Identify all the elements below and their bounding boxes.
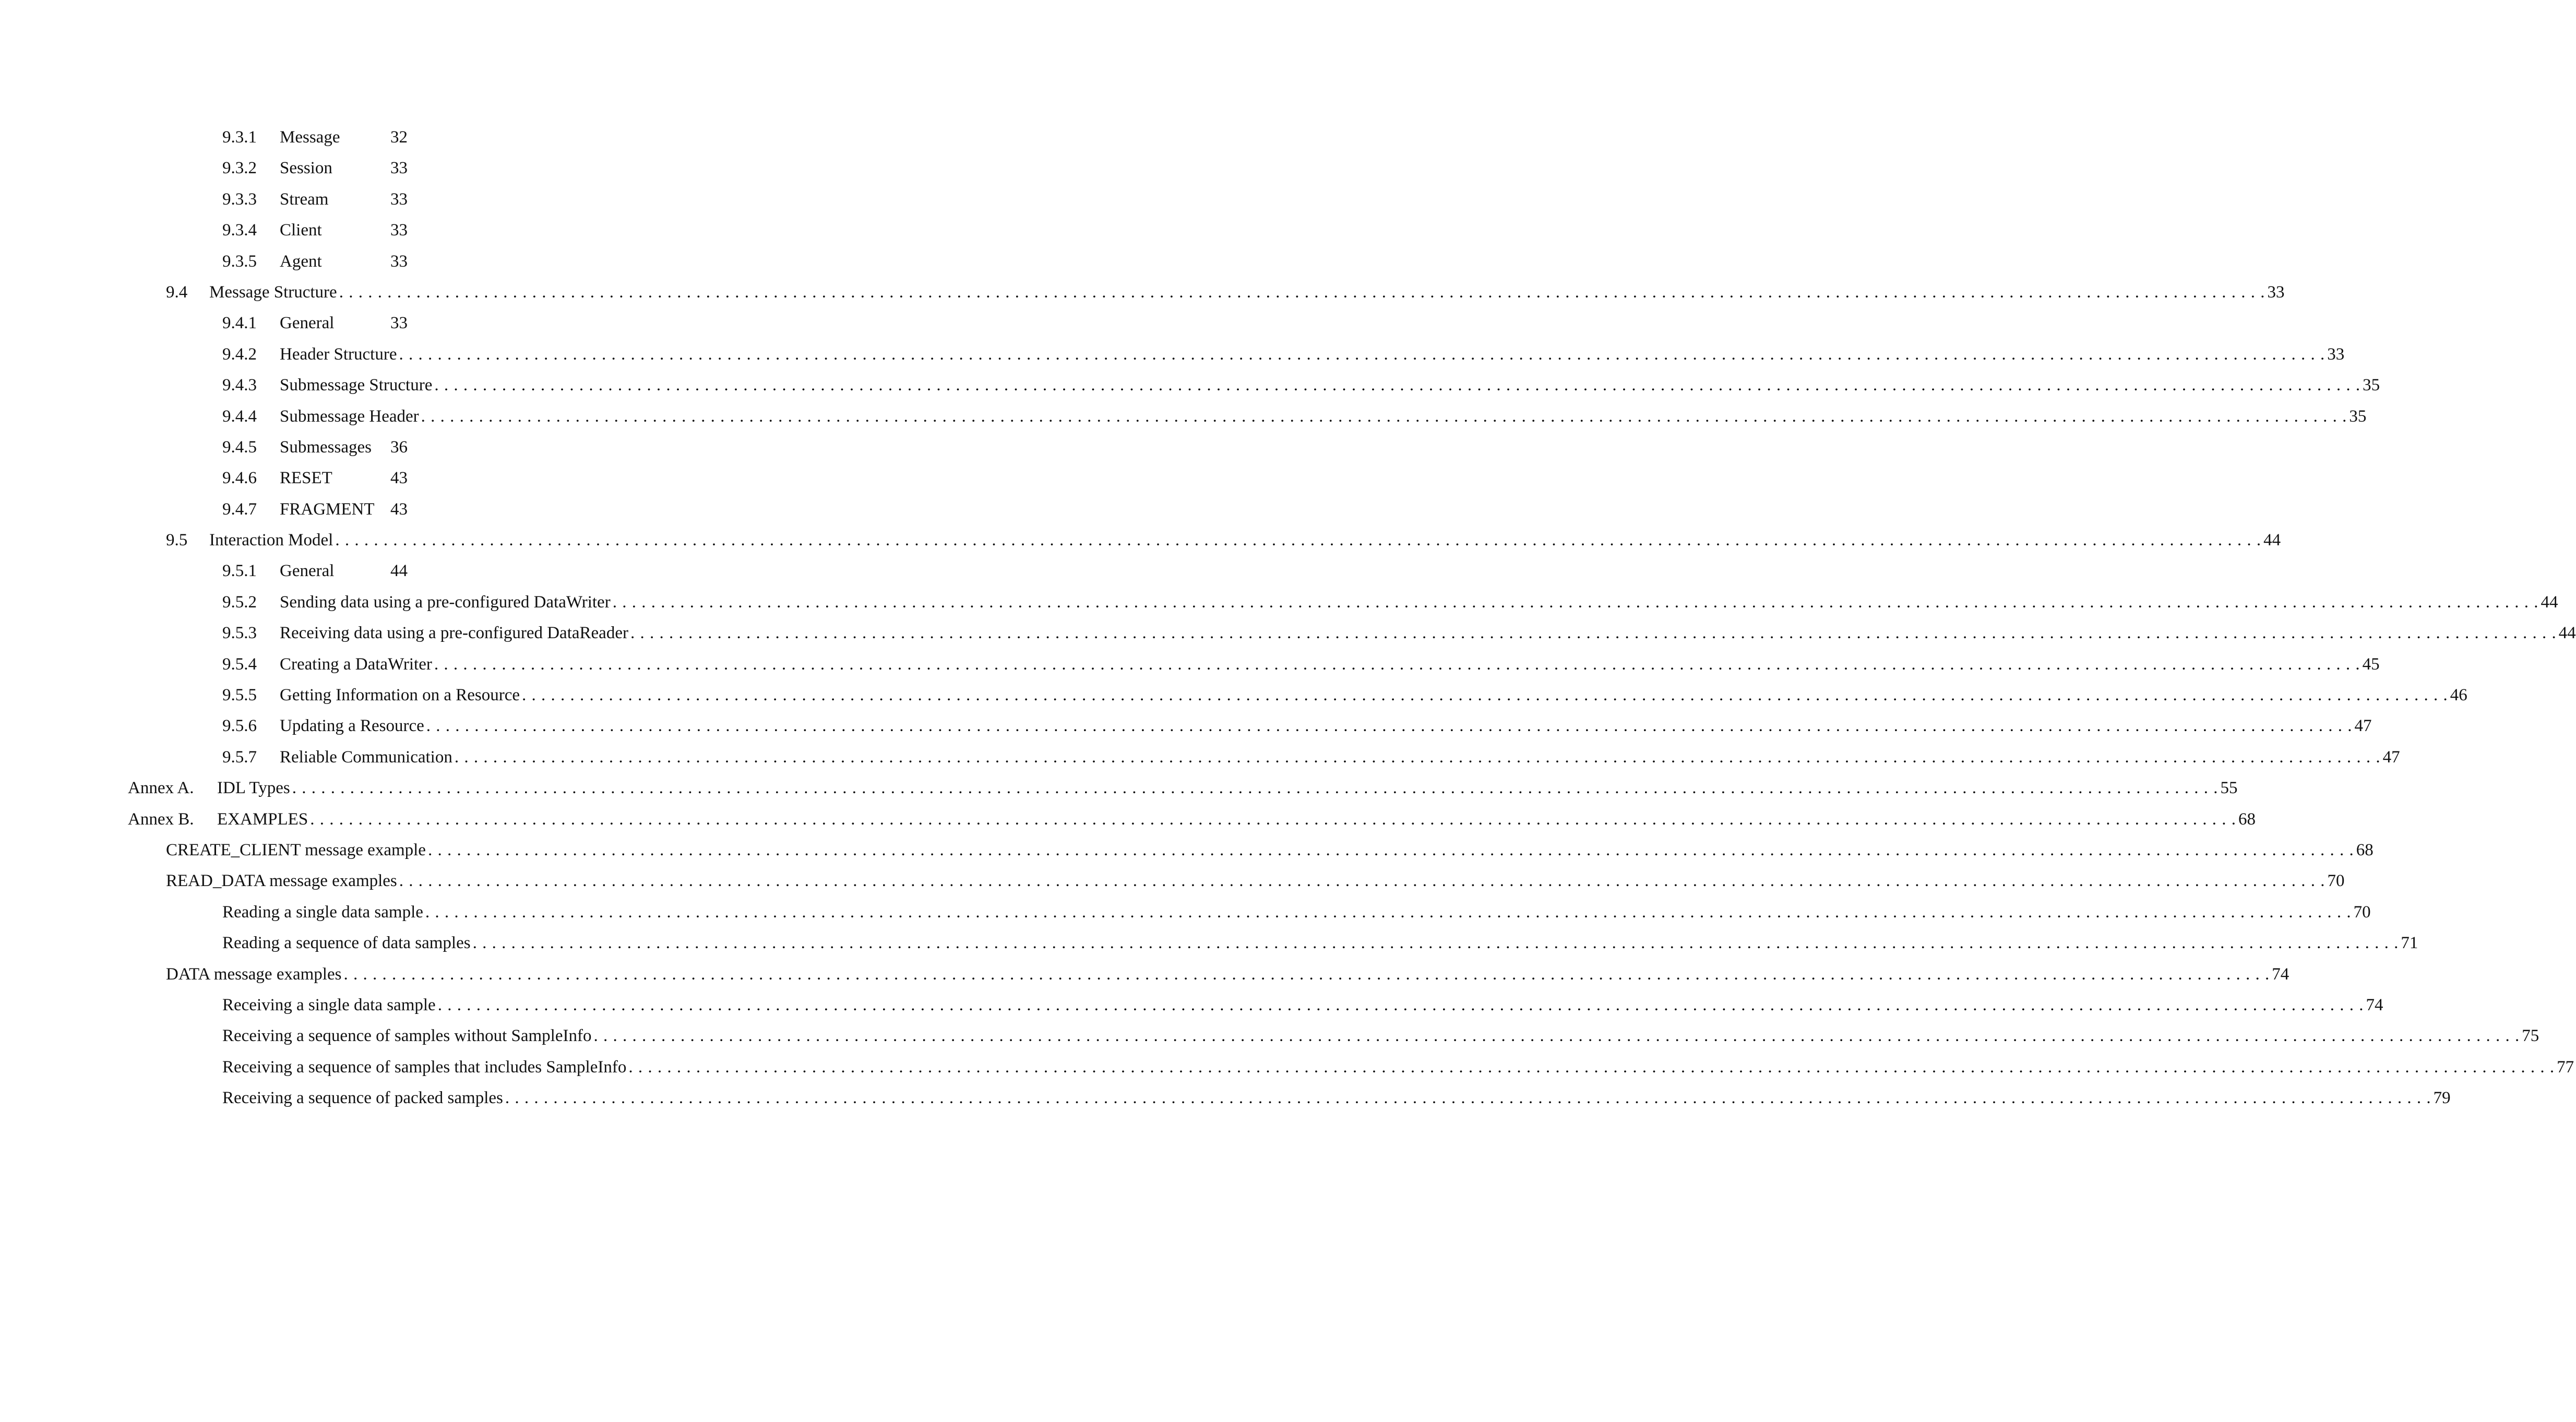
toc-entry-title[interactable]: Receiving a sequence of packed samples bbox=[222, 1089, 503, 1108]
toc-entry[interactable] bbox=[0, 742, 2400, 773]
toc-entry[interactable] bbox=[0, 649, 2380, 680]
toc-entry-leader-line bbox=[280, 742, 2400, 773]
toc-entry-title[interactable]: General bbox=[280, 561, 335, 581]
toc-entry-title[interactable]: Updating a Resource bbox=[280, 716, 424, 736]
toc-entry-number: 9.4 bbox=[166, 282, 188, 302]
toc-entry[interactable] bbox=[0, 897, 2371, 928]
toc-entry[interactable] bbox=[0, 1021, 2539, 1051]
toc-entry-leader-line bbox=[222, 897, 2371, 928]
dot-leader: . . . . . . . . . . . . . . . . . . . . . . . . . . . . . . . . . . . . . . . . . . . . . . . . . . . . . . . . . . . . . . . . . . . . . . . . . . . . . . . . . . . . . . . . . . . . . . . . . . . . . . . . . . . . . . . . . . . . . . . . . . . . . . . . . . . . . . . . . . . . . . . . . . . . . . . . . . . . . . . . . . . . . . . . . . . . . . . . . . . . . . . . . . . . . . . . . . . . . . . . bbox=[437, 995, 2364, 1014]
toc-entry-title[interactable]: Interaction Model bbox=[209, 531, 333, 550]
toc-entry-page-number: 35 bbox=[2363, 376, 2380, 395]
toc-entry[interactable] bbox=[0, 308, 1069, 339]
toc-entry-page-number: 45 bbox=[2362, 654, 2380, 674]
dot-leader: . . . . . . . . . . . . . . . . . . . . . . . . . . . . . . . . . . . . . . . . . . . . . . . . . . . . . . . . . . . . . . . . . . . . . . . . . . . . . . . . . . . . . . . . . . . . . . . . . . . . . . . . . . . . . . . . . . . . . . . . . . . . . . . . . . . . . . . . . . . . . . . . . . . . . . . . . . . . . . . . . . . . . . . . . . . . . . . . . . . . . . . . . . . . . . . . . . . . . . . . bbox=[522, 686, 2448, 705]
toc-entry-leader-line bbox=[217, 804, 2256, 835]
toc-entry-title[interactable]: Submessage Header bbox=[280, 407, 419, 426]
dot-leader: . . . . . . . . . . . . . . . . . . . . . . . . . . . . . . . . . . . . . . . . . . . . . . . . . . . . . . . . . . . . . . . . . . . . . . . . . . . . . . . . . . . . . . . . . . . . . . . . . . . . . . . . . . . . . . . . . . . . . . . . . . . . . . . . . . . . . . . . . . . . . . . . . . . . . . . . . . . . . . . . . . . . . . . . . . . . . . . . . . . . . . . . . . . . . . . . . . . . . . . . bbox=[399, 871, 2325, 891]
toc-entry-leader-line bbox=[222, 1083, 2451, 1114]
toc-entry-page-number: 74 bbox=[2366, 995, 2383, 1014]
toc-entry-page-number: 44 bbox=[390, 561, 408, 581]
toc-entry-title[interactable]: Agent bbox=[280, 252, 322, 271]
toc-entry-page-number: 33 bbox=[2327, 344, 2345, 364]
toc-entry-title[interactable]: DATA message examples bbox=[166, 964, 342, 984]
toc-entry-title[interactable]: General bbox=[280, 314, 335, 333]
toc-entry-page-number: 68 bbox=[2356, 840, 2374, 859]
toc-entry-page-number: 47 bbox=[2382, 747, 2400, 767]
toc-entry-title[interactable]: Reading a single data sample bbox=[222, 902, 423, 922]
dot-leader: . . . . . . . . . . . . . . . . . . . . . . . . . . . . . . . . . . . . . . . . . . . . . . . . . . . . . . . . . . . . . . . . . . . . . . . . . . . . . . . . . . . . . . . . . . . . . . . . . . . . . . . . . . . . . . . . . . . . . . . . . . . . . . . . . . . . . . . . . . . . . . . . . . . . . . . . . . . . . . . . . . . . . . . . . . . . . . . . . . . . . . . . . . . . . . . . . . . . . . . . bbox=[434, 654, 2360, 674]
toc-entry-leader-line bbox=[280, 680, 2467, 711]
dot-leader: . . . . . . . . . . . . . . . . . . . . . . . . . . . . . . . . . . . . . . . . . . . . . . . . . . . . . . . . . . . . . . . . . . . . . . . . . . . . . . . . . . . . . . . . . . . . . . . . . . . . . . . . . . . . . . . . . . . . . . . . . . . . . . . . . . . . . . . . . . . . . . . . . . . . . . . . . . . . . . . . . . . . . . . . . . . . . . . . . . . . . . . . . . . . . . . . . . . . . . . . bbox=[335, 531, 2262, 550]
toc-entry[interactable] bbox=[0, 401, 2367, 432]
toc-entry-number: 9.3.1 bbox=[222, 128, 257, 147]
toc-entry-title[interactable]: Reliable Communication bbox=[280, 747, 452, 767]
toc-entry-page-number: 43 bbox=[390, 499, 408, 519]
toc-entry[interactable] bbox=[0, 587, 2558, 618]
toc-entry-title[interactable]: Receiving data using a pre-configured DataReader bbox=[280, 624, 628, 643]
toc-entry[interactable] bbox=[0, 556, 1069, 587]
toc-entry-leader-line bbox=[280, 401, 2367, 432]
dot-leader: . . . . . . . . . . . . . . . . . . . . . . . . . . . . . . . . . . . . . . . . . . . . . . . . . . . . . . . . . . . . . . . . . . . . . . . . . . . . . . . . . . . . . . . . . . . . . . . . . . . . . . . . . . . . . . . . . . . . . . . . . . . . . . . . . . . . . . . . . . . . . . . . . . . . . . . . . . . . . . . . . . . . . . . . . . . . . . . . . . . . . . . . . . . . . . . . . . . . . . . . bbox=[339, 282, 2265, 302]
toc-entry[interactable] bbox=[0, 1083, 2451, 1114]
toc-entry-number: 9.5.4 bbox=[222, 654, 257, 674]
toc-entry[interactable] bbox=[0, 215, 1069, 246]
toc-entry-page-number: 33 bbox=[390, 314, 408, 333]
toc-entry-title[interactable]: CREATE_CLIENT message example bbox=[166, 840, 426, 859]
toc-entry-page-number: 70 bbox=[2353, 902, 2371, 922]
toc-entry-number: 9.3.5 bbox=[222, 252, 257, 271]
toc-entry-leader-line bbox=[280, 649, 2380, 680]
toc-entry[interactable] bbox=[0, 959, 2289, 990]
toc-entry-number: 9.5.1 bbox=[222, 561, 257, 581]
toc-entry[interactable] bbox=[0, 1052, 2574, 1083]
toc-entry-title[interactable]: Receiving a sequence of samples that includes SampleInfo bbox=[222, 1057, 627, 1077]
toc-entry-number: 9.4.5 bbox=[222, 437, 257, 457]
toc-entry-leader-line bbox=[222, 1021, 2539, 1051]
toc-entry[interactable] bbox=[0, 866, 2345, 897]
toc-entry-page-number: 44 bbox=[2263, 531, 2281, 550]
toc-entry-leader-line bbox=[209, 525, 2281, 556]
toc-entry[interactable] bbox=[0, 525, 2281, 556]
toc-entry-number: 9.3.2 bbox=[222, 159, 257, 178]
toc-entry-number: 9.5.2 bbox=[222, 592, 257, 612]
dot-leader: . . . . . . . . . . . . . . . . . . . . . . . . . . . . . . . . . . . . . . . . . . . . . . . . . . . . . . . . . . . . . . . . . . . . . . . . . . . . . . . . . . . . . . . . . . . . . . . . . . . . . . . . . . . . . . . . . . . . . . . . . . . . . . . . . . . . . . . . . . . . . . . . . . . . . . . . . . . . . . . . . . . . . . . . . . . . . . . . . . . . . . . . . . . . . . . . . . . . . . . . bbox=[421, 407, 2347, 426]
toc-entry-page-number: 33 bbox=[390, 252, 408, 271]
toc-entry-page-number: 35 bbox=[2349, 407, 2367, 426]
toc-entry-title[interactable]: Submessages bbox=[280, 437, 372, 457]
toc-entry-leader-line bbox=[166, 835, 2374, 866]
toc-entry-page-number: 75 bbox=[2522, 1026, 2539, 1046]
toc-entry-title[interactable]: Submessage Structure bbox=[280, 376, 433, 395]
toc-entry-leader-line bbox=[166, 866, 2345, 897]
dot-leader: . . . . . . . . . . . . . . . . . . . . . . . . . . . . . . . . . . . . . . . . . . . . . . . . . . . . . . . . . . . . . . . . . . . . . . . . . . . . . . . . . . . . . . . . . . . . . . . . . . . . . . . . . . . . . . . . . . . . . . . . . . . . . . . . . . . . . . . . . . . . . . . . . . . . . . . . . . . . . . . . . . . . . . . . . . . . . . . . . . . . . . . . . . . . . . . . . . . . . . . . bbox=[505, 1089, 2431, 1108]
toc-entry-number: 9.5.6 bbox=[222, 716, 257, 736]
dot-leader: . . . . . . . . . . . . . . . . . . . . . . . . . . . . . . . . . . . . . . . . . . . . . . . . . . . . . . . . . . . . . . . . . . . . . . . . . . . . . . . . . . . . . . . . . . . . . . . . . . . . . . . . . . . . . . . . . . . . . . . . . . . . . . . . . . . . . . . . . . . . . . . . . . . . . . . . . . . . . . . . . . . . . . . . . . . . . . . . . . . . . . . . . . . . . . . . . . . . . . . . bbox=[612, 592, 2539, 612]
toc-entry-number: 9.4.1 bbox=[222, 314, 257, 333]
dot-leader: . . . . . . . . . . . . . . . . . . . . . . . . . . . . . . . . . . . . . . . . . . . . . . . . . . . . . . . . . . . . . . . . . . . . . . . . . . . . . . . . . . . . . . . . . . . . . . . . . . . . . . . . . . . . . . . . . . . . . . . . . . . . . . . . . . . . . . . . . . . . . . . . . . . . . . . . . . . . . . . . . . . . . . . . . . . . . . . . . . . . . . . . . . . . . . . . . . . . . . . . bbox=[454, 747, 2381, 767]
toc-entry-title[interactable]: Message bbox=[280, 128, 340, 147]
toc-entry-page-number: 68 bbox=[2238, 809, 2256, 829]
toc-entry-page-number: 55 bbox=[2220, 779, 2238, 798]
toc-entry-leader-line bbox=[217, 773, 2238, 804]
dot-leader: . . . . . . . . . . . . . . . . . . . . . . . . . . . . . . . . . . . . . . . . . . . . . . . . . . . . . . . . . . . . . . . . . . . . . . . . . . . . . . . . . . . . . . . . . . . . . . . . . . . . . . . . . . . . . . . . . . . . . . . . . . . . . . . . . . . . . . . . . . . . . . . . . . . . . . . . . . . . . . . . . . . . . . . . . . . . . . . . . . . . . . . . . . . . . . . . . . . . . . . . bbox=[399, 344, 2325, 364]
dot-leader: . . . . . . . . . . . . . . . . . . . . . . . . . . . . . . . . . . . . . . . . . . . . . . . . . . . . . . . . . . . . . . . . . . . . . . . . . . . . . . . . . . . . . . . . . . . . . . . . . . . . . . . . . . . . . . . . . . . . . . . . . . . . . . . . . . . . . . . . . . . . . . . . . . . . . . . . . . . . . . . . . . . . . . . . . . . . . . . . . . . . . . . . . . . . . . . . . . . . . . . . bbox=[472, 934, 2399, 953]
toc-entry-title[interactable]: Message Structure bbox=[209, 282, 337, 302]
toc-entry[interactable] bbox=[0, 463, 1069, 494]
toc-entry-title[interactable]: READ_DATA message examples bbox=[166, 871, 397, 891]
toc-entry-number: 9.4.3 bbox=[222, 376, 257, 395]
toc-entry-number: 9.3.4 bbox=[222, 221, 257, 240]
toc-entry-title[interactable]: Stream bbox=[280, 189, 329, 209]
toc-entry-title[interactable]: Receiving a sequence of samples without SampleInfo bbox=[222, 1026, 592, 1046]
dot-leader: . . . . . . . . . . . . . . . . . . . . . . . . . . . . . . . . . . . . . . . . . . . . . . . . . . . . . . . . . . . . . . . . . . . . . . . . . . . . . . . . . . . . . . . . . . . . . . . . . . . . . . . . . . . . . . . . . . . . . . . . . . . . . . . . . . . . . . . . . . . . . . . . . . . . . . . . . . . . . . . . . . . . . . . . . . . . . . . . . . . . . . . . . . . . . . . . . . . . . . . . bbox=[628, 1057, 2555, 1077]
table-of-contents bbox=[0, 122, 2576, 1114]
toc-entry-page-number: 33 bbox=[2267, 282, 2285, 302]
toc-entry-leader-line bbox=[280, 370, 2380, 401]
toc-entry-title[interactable]: EXAMPLES bbox=[217, 809, 308, 829]
toc-entry-page-number: 33 bbox=[390, 221, 408, 240]
toc-entry-number: 9.4.4 bbox=[222, 407, 257, 426]
toc-entry[interactable] bbox=[0, 153, 1069, 184]
toc-entry-leader-line bbox=[166, 959, 2289, 990]
toc-entry-number: 9.3.3 bbox=[222, 189, 257, 209]
toc-entry[interactable] bbox=[0, 246, 1069, 277]
toc-entry-title[interactable]: Header Structure bbox=[280, 344, 397, 364]
toc-entry-title[interactable]: Receiving a single data sample bbox=[222, 995, 436, 1014]
toc-entry-number: 9.4.2 bbox=[222, 344, 257, 364]
toc-entry[interactable] bbox=[0, 432, 1069, 463]
dot-leader: . . . . . . . . . . . . . . . . . . . . . . . . . . . . . . . . . . . . . . . . . . . . . . . . . . . . . . . . . . . . . . . . . . . . . . . . . . . . . . . . . . . . . . . . . . . . . . . . . . . . . . . . . . . . . . . . . . . . . . . . . . . . . . . . . . . . . . . . . . . . . . . . . . . . . . . . . . . . . . . . . . . . . . . . . . . . . . . . . . . . . . . . . . . . . . . . . . . . . . . . bbox=[310, 809, 2236, 829]
toc-entry-page-number: 46 bbox=[2450, 686, 2467, 705]
toc-entry-leader-line bbox=[280, 711, 2372, 742]
toc-entry-title[interactable]: FRAGMENT bbox=[280, 499, 375, 519]
dot-leader: . . . . . . . . . . . . . . . . . . . . . . . . . . . . . . . . . . . . . . . . . . . . . . . . . . . . . . . . . . . . . . . . . . . . . . . . . . . . . . . . . . . . . . . . . . . . . . . . . . . . . . . . . . . . . . . . . . . . . . . . . . . . . . . . . . . . . . . . . . . . . . . . . . . . . . . . . . . . . . . . . . . . . . . . . . . . . . . . . . . . . . . . . . . . . . . . . . . . . . . . bbox=[434, 376, 2361, 395]
toc-entry[interactable] bbox=[0, 773, 2238, 804]
toc-entry[interactable] bbox=[0, 680, 2467, 711]
toc-entry-leader-line bbox=[222, 928, 2418, 959]
toc-entry-page-number: 79 bbox=[2433, 1089, 2451, 1108]
dot-leader: . . . . . . . . . . . . . . . . . . . . . . . . . . . . . . . . . . . . . . . . . . . . . . . . . . . . . . . . . . . . . . . . . . . . . . . . . . . . . . . . . . . . . . . . . . . . . . . . . . . . . . . . . . . . . . . . . . . . . . . . . . . . . . . . . . . . . . . . . . . . . . . . . . . . . . . . . . . . . . . . . . . . . . . . . . . . . . . . . . . . . . . . . . . . . . . . . . . . . . . . bbox=[425, 902, 2352, 922]
dot-leader: . . . . . . . . . . . . . . . . . . . . . . . . . . . . . . . . . . . . . . . . . . . . . . . . . . . . . . . . . . . . . . . . . . . . . . . . . . . . . . . . . . . . . . . . . . . . . . . . . . . . . . . . . . . . . . . . . . . . . . . . . . . . . . . . . . . . . . . . . . . . . . . . . . . . . . . . . . . . . . . . . . . . . . . . . . . . . . . . . . . . . . . . . . . . . . . . . . . . . . . . bbox=[427, 840, 2354, 859]
toc-entry-number: 9.5.7 bbox=[222, 747, 257, 767]
dot-leader: . . . . . . . . . . . . . . . . . . . . . . . . . . . . . . . . . . . . . . . . . . . . . . . . . . . . . . . . . . . . . . . . . . . . . . . . . . . . . . . . . . . . . . . . . . . . . . . . . . . . . . . . . . . . . . . . . . . . . . . . . . . . . . . . . . . . . . . . . . . . . . . . . . . . . . . . . . . . . . . . . . . . . . . . . . . . . . . . . . . . . . . . . . . . . . . . . . . . . . . . bbox=[630, 624, 2557, 643]
toc-entry-title[interactable]: Session bbox=[280, 159, 332, 178]
toc-entry[interactable] bbox=[0, 370, 2380, 401]
toc-entry-page-number: 36 bbox=[390, 437, 408, 457]
toc-entry-leader-line bbox=[280, 339, 2345, 370]
toc-entry-title[interactable]: Sending data using a pre-configured DataWriter bbox=[280, 592, 611, 612]
toc-entry-page-number: 33 bbox=[390, 189, 408, 209]
toc-entry[interactable] bbox=[0, 990, 2383, 1021]
toc-entry-number: 9.4.7 bbox=[222, 499, 257, 519]
toc-entry-number: 9.5.5 bbox=[222, 686, 257, 705]
toc-entry-page-number: 71 bbox=[2401, 934, 2418, 953]
toc-entry-leader-line bbox=[280, 587, 2558, 618]
toc-entry-title[interactable]: Getting Information on a Resource bbox=[280, 686, 520, 705]
toc-entry[interactable] bbox=[0, 928, 2418, 959]
toc-entry-leader-line bbox=[280, 618, 2576, 649]
toc-entry-number: 9.5.3 bbox=[222, 624, 257, 643]
toc-entry-number: 9.4.6 bbox=[222, 469, 257, 488]
toc-entry[interactable] bbox=[0, 184, 1069, 215]
toc-entry-leader-line bbox=[222, 990, 2383, 1021]
toc-entry-page-number: 33 bbox=[390, 159, 408, 178]
toc-entry-number: Annex B. bbox=[128, 809, 194, 829]
toc-entry-page-number: 44 bbox=[2558, 624, 2576, 643]
toc-entry[interactable] bbox=[0, 835, 2374, 866]
toc-entry-leader-line bbox=[222, 1052, 2574, 1083]
toc-entry-page-number: 32 bbox=[390, 128, 408, 147]
toc-entry-page-number: 77 bbox=[2557, 1057, 2574, 1077]
toc-entry[interactable] bbox=[0, 122, 1069, 153]
toc-entry-page-number: 47 bbox=[2354, 716, 2372, 736]
dot-leader: . . . . . . . . . . . . . . . . . . . . . . . . . . . . . . . . . . . . . . . . . . . . . . . . . . . . . . . . . . . . . . . . . . . . . . . . . . . . . . . . . . . . . . . . . . . . . . . . . . . . . . . . . . . . . . . . . . . . . . . . . . . . . . . . . . . . . . . . . . . . . . . . . . . . . . . . . . . . . . . . . . . . . . . . . . . . . . . . . . . . . . . . . . . . . . . . . . . . . . . . bbox=[593, 1026, 2520, 1046]
dot-leader: . . . . . . . . . . . . . . . . . . . . . . . . . . . . . . . . . . . . . . . . . . . . . . . . . . . . . . . . . . . . . . . . . . . . . . . . . . . . . . . . . . . . . . . . . . . . . . . . . . . . . . . . . . . . . . . . . . . . . . . . . . . . . . . . . . . . . . . . . . . . . . . . . . . . . . . . . . . . . . . . . . . . . . . . . . . . . . . . . . . . . . . . . . . . . . . . . . . . . . . . bbox=[292, 779, 2219, 798]
toc-entry-title[interactable]: Reading a sequence of data samples bbox=[222, 934, 471, 953]
toc-entry-page-number: 74 bbox=[2272, 964, 2289, 984]
toc-entry-number: 9.5 bbox=[166, 531, 188, 550]
toc-entry-number: Annex A. bbox=[128, 779, 194, 798]
toc-entry[interactable] bbox=[0, 618, 2576, 649]
toc-entry-page-number: 44 bbox=[2541, 592, 2558, 612]
toc-entry[interactable] bbox=[0, 339, 2345, 370]
toc-entry[interactable] bbox=[0, 277, 2285, 308]
toc-entry-title[interactable]: Creating a DataWriter bbox=[280, 654, 432, 674]
toc-entry-leader-line bbox=[209, 277, 2285, 308]
toc-entry[interactable] bbox=[0, 494, 1069, 525]
toc-entry-page-number: 43 bbox=[390, 469, 408, 488]
toc-entry[interactable] bbox=[0, 711, 2372, 742]
dot-leader: . . . . . . . . . . . . . . . . . . . . . . . . . . . . . . . . . . . . . . . . . . . . . . . . . . . . . . . . . . . . . . . . . . . . . . . . . . . . . . . . . . . . . . . . . . . . . . . . . . . . . . . . . . . . . . . . . . . . . . . . . . . . . . . . . . . . . . . . . . . . . . . . . . . . . . . . . . . . . . . . . . . . . . . . . . . . . . . . . . . . . . . . . . . . . . . . . . . . . . . . bbox=[343, 964, 2270, 984]
toc-entry-page-number: 70 bbox=[2327, 871, 2345, 891]
toc-entry-title[interactable]: Client bbox=[280, 221, 322, 240]
toc-entry[interactable] bbox=[0, 804, 2256, 835]
toc-entry-title[interactable]: IDL Types bbox=[217, 779, 290, 798]
dot-leader: . . . . . . . . . . . . . . . . . . . . . . . . . . . . . . . . . . . . . . . . . . . . . . . . . . . . . . . . . . . . . . . . . . . . . . . . . . . . . . . . . . . . . . . . . . . . . . . . . . . . . . . . . . . . . . . . . . . . . . . . . . . . . . . . . . . . . . . . . . . . . . . . . . . . . . . . . . . . . . . . . . . . . . . . . . . . . . . . . . . . . . . . . . . . . . . . . . . . . . . . bbox=[426, 716, 2353, 736]
toc-entry-title[interactable]: RESET bbox=[280, 469, 332, 488]
